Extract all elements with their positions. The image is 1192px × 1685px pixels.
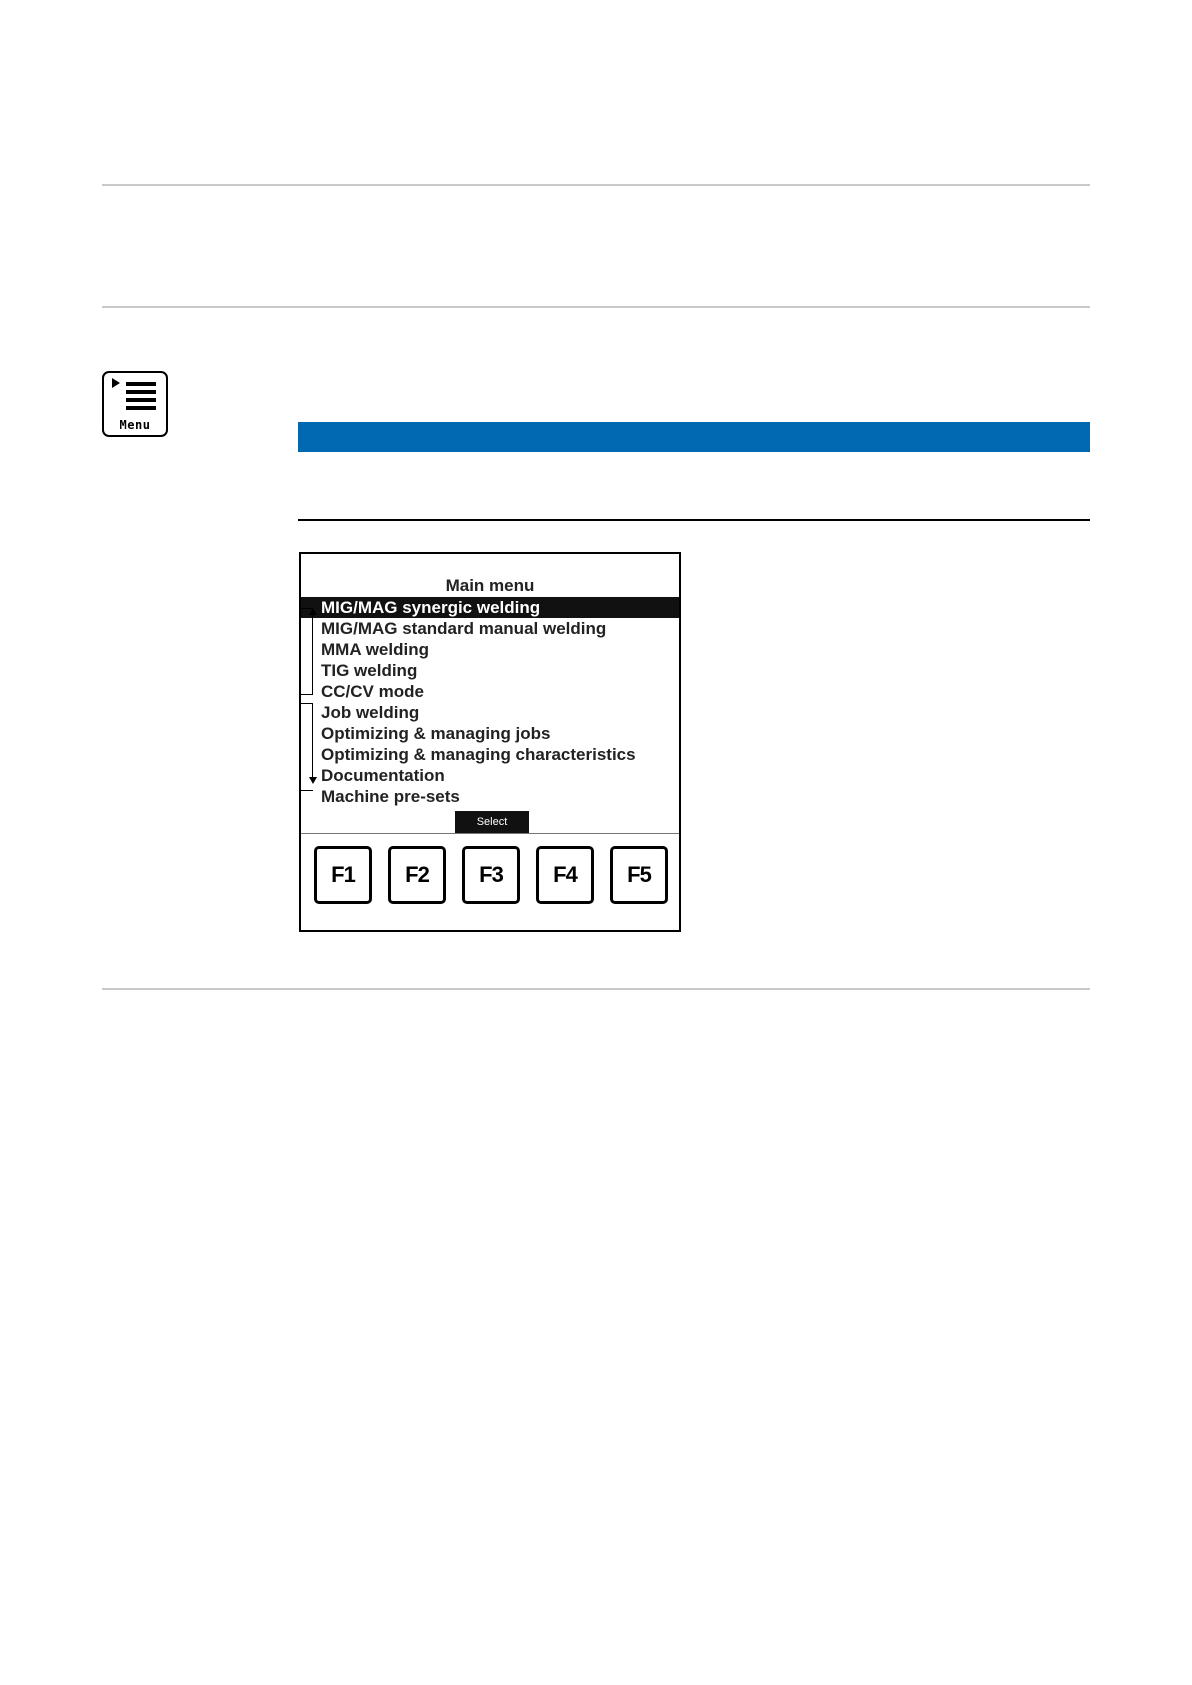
- menu-item-mig-mag-standard-manual[interactable]: MIG/MAG standard manual welding: [321, 619, 607, 638]
- menu-key-icon: [102, 371, 168, 437]
- f5-key[interactable]: F5: [610, 846, 668, 904]
- menu-line: [126, 406, 156, 410]
- menu-item-optimizing-characteristics[interactable]: Optimizing & managing characteristics: [321, 745, 636, 764]
- menu-line: [126, 390, 156, 394]
- scroll-bracket-bottom: [301, 694, 313, 695]
- f2-key[interactable]: F2: [388, 846, 446, 904]
- menu-line: [126, 382, 156, 386]
- note-header-bar: [298, 422, 1090, 452]
- play-arrow-icon: [112, 378, 120, 388]
- menu-item-job-welding[interactable]: Job welding: [321, 703, 420, 722]
- note-underline: [298, 519, 1090, 521]
- scroll-up-arrow-icon: [309, 608, 317, 615]
- f1-key[interactable]: F1: [314, 846, 372, 904]
- main-menu-list: [301, 597, 679, 807]
- f4-key[interactable]: F4: [536, 846, 594, 904]
- scroll-bracket-bottom: [301, 790, 313, 791]
- f3-key[interactable]: F3: [462, 846, 520, 904]
- menu-item-cc-cv[interactable]: CC/CV mode: [321, 682, 424, 701]
- scroll-down-arrow-icon: [309, 777, 317, 784]
- bottom-divider: [102, 988, 1090, 990]
- menu-line: [126, 398, 156, 402]
- menu-item-mma[interactable]: MMA welding: [321, 640, 429, 659]
- menu-item-documentation[interactable]: Documentation: [321, 766, 445, 785]
- menu-item-machine-presets[interactable]: Machine pre-sets: [321, 787, 460, 806]
- screen-divider: [301, 833, 679, 834]
- scroll-bracket-line: [312, 614, 313, 694]
- menu-item-mig-mag-synergic[interactable]: MIG/MAG synergic welding: [301, 597, 679, 618]
- top-divider: [102, 184, 1090, 186]
- screen-title: Main menu: [445, 576, 535, 595]
- select-softkey-label: Select: [455, 811, 529, 833]
- display-screen: [299, 552, 681, 932]
- scroll-bracket-line: [312, 703, 313, 781]
- section-divider: [102, 306, 1090, 308]
- menu-key-label: Menu: [119, 418, 151, 432]
- menu-item-optimizing-jobs[interactable]: Optimizing & managing jobs: [321, 724, 551, 743]
- menu-item-tig[interactable]: TIG welding: [321, 661, 418, 680]
